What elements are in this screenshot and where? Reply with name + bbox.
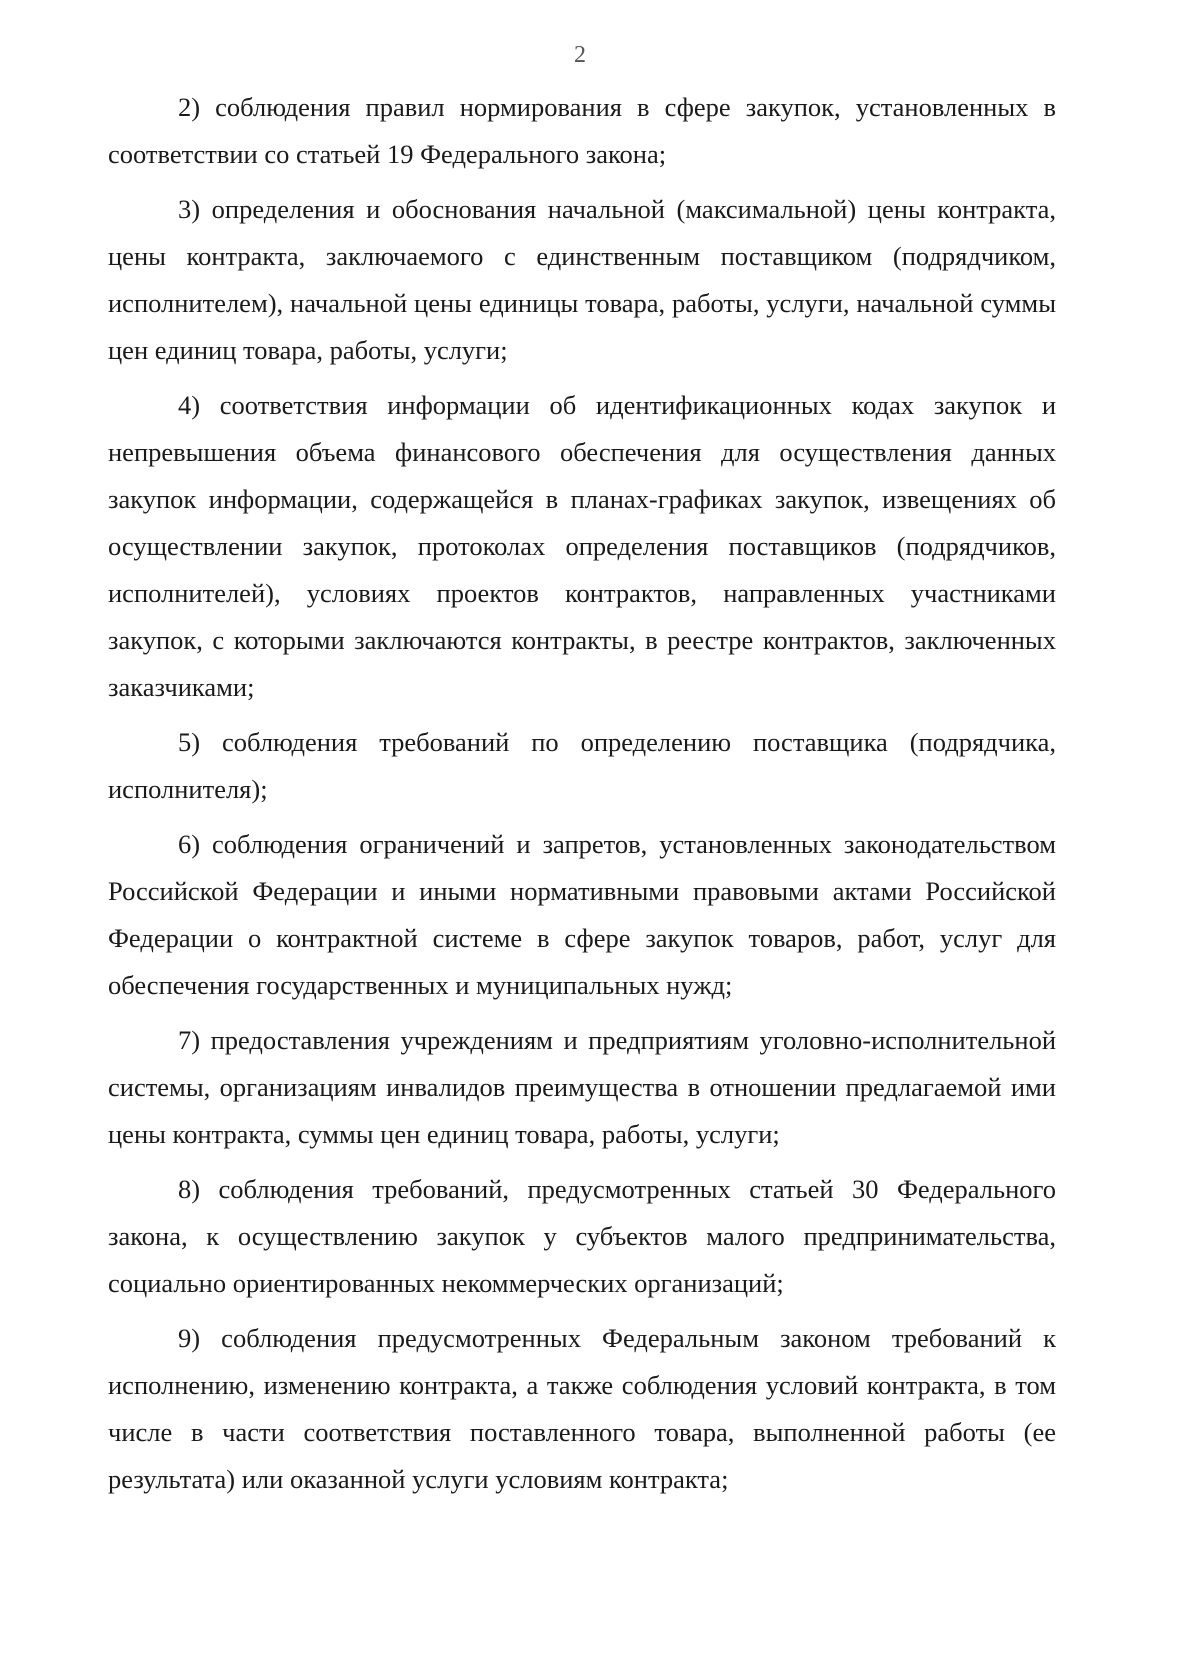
list-item: 5) соблюдения требований по определению поставщика (подрядчика, исполнителя); [108, 727, 1056, 804]
list-item: 3) определения и обоснования начальной (максимальной) цены контракта, цены контракта, заключаемого с единственным поставщиком (подрядчиком, исполнителем), начальной цены единицы товара, работы, услуги, начальной суммы цен единиц товара, работы, услуги; [108, 194, 1056, 365]
list-item: 6) соблюдения ограничений и запретов, установленных законодательством Российской Федерации и иными нормативными правовыми актами Российской Федерации о контрактной системе в сфере закупок товаров, работ, услуг для обеспечения государственных и муниципальных нужд; [108, 829, 1056, 1000]
list-item: 7) предоставления учреждениям и предприятиям уголовно-исполнительной системы, организациям инвалидов преимущества в отношении предлагаемой ими цены контракта, суммы цен единиц товара, работы, услуги; [108, 1025, 1056, 1149]
list-item: 8) соблюдения требований, предусмотренных статьей 30 Федерального закона, к осуществлению закупок у субъектов малого предпринимательства, социально ориентированных некоммерческих организаций; [108, 1174, 1056, 1298]
document-body [108, 84, 1056, 1511]
list-item: 9) соблюдения предусмотренных Федеральным законом требований к исполнению, изменению контракта, а также соблюдения условий контракта, в том числе в части соответствия поставленного товара, выполненной работы (ее результата) или оказанной услуги условиям контракта; [108, 1323, 1056, 1494]
list-item: 4) соответствия информации об идентификационных кодах закупок и непревышения объема финансового обеспечения для осуществления данных закупок информации, содержащейся в планах-графиках закупок, извещениях об осуществлении закупок, протоколах определения поставщиков (подрядчиков, исполнителей), условиях проектов контрактов, направленных участниками закупок, с которыми заключаются контракты, в реестре контрактов, заключенных заказчиками; [108, 390, 1056, 702]
page-number: 2 [574, 42, 586, 68]
list-item: 2) соблюдения правил нормирования в сфере закупок, установленных в соответствии со статьей 19 Федерального закона; [108, 92, 1056, 169]
